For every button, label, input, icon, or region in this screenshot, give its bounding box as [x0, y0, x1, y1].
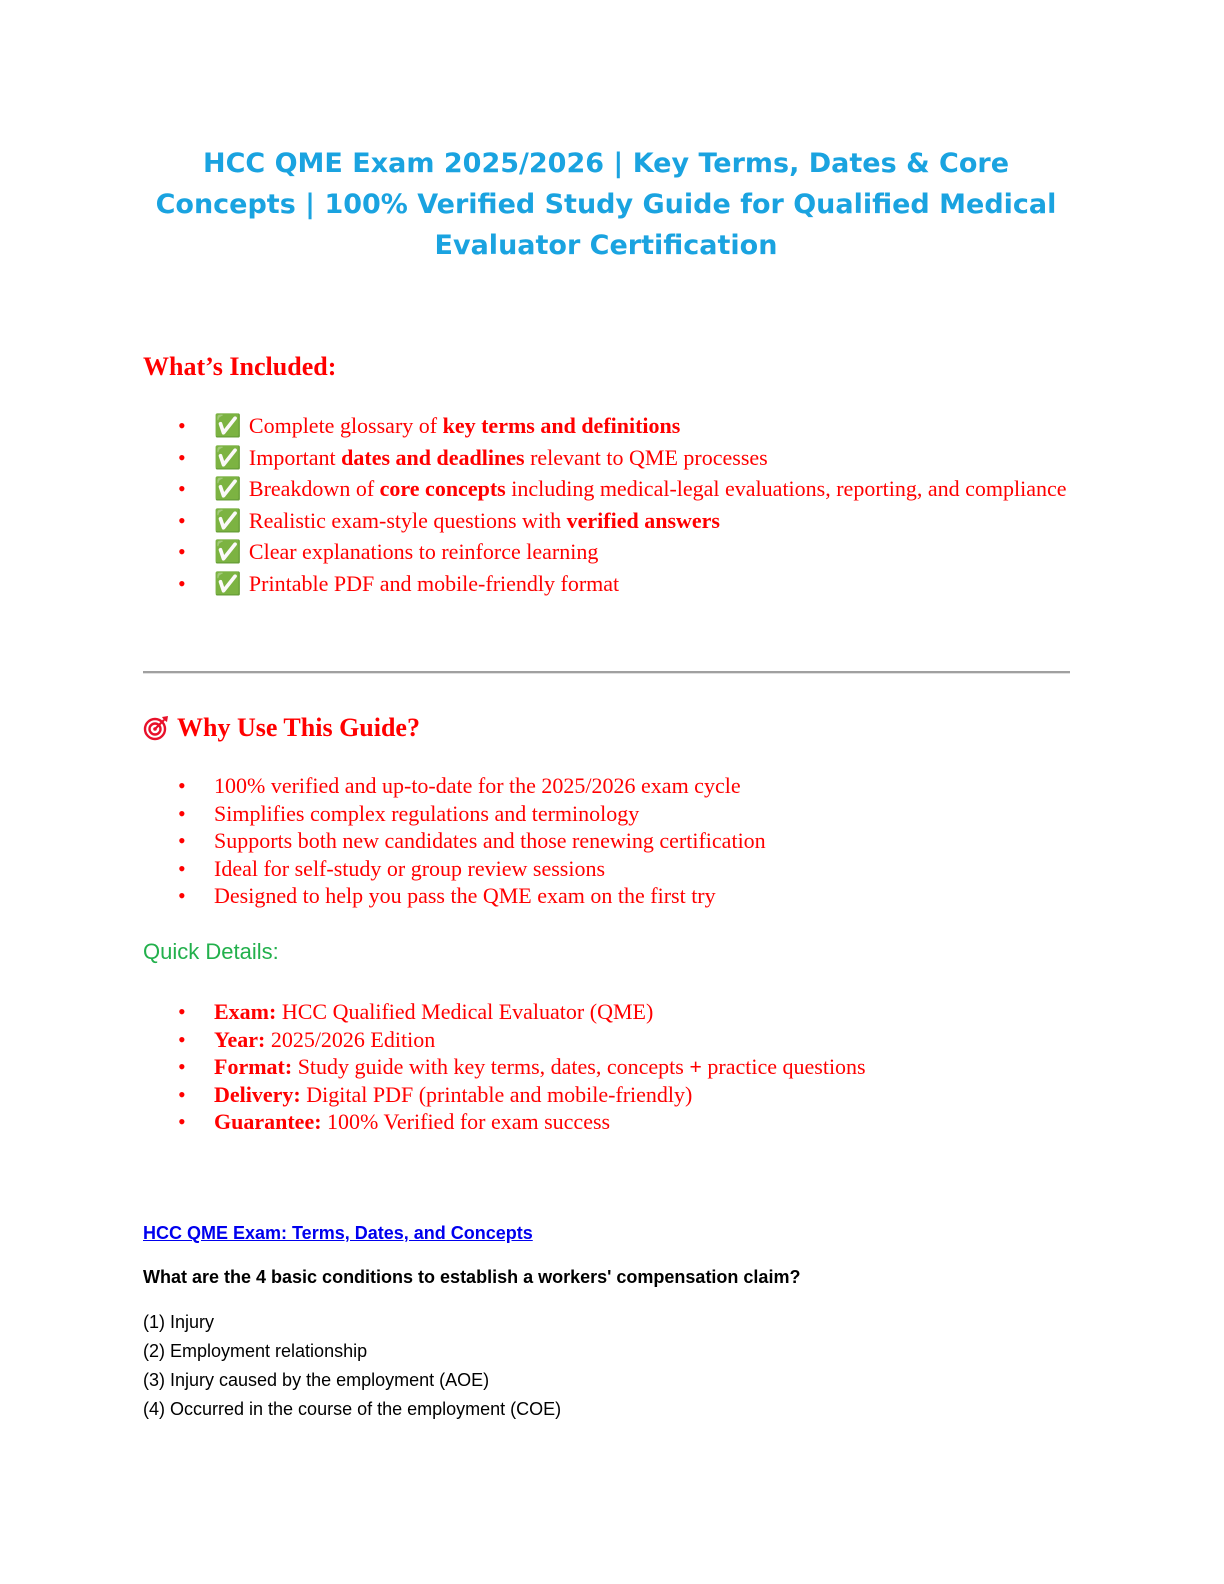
list-item: • ✅ Printable PDF and mobile-friendly format: [143, 569, 1073, 599]
whats-included-heading: What’s Included:: [143, 352, 337, 381]
list-item: • Format: Study guide with key terms, dates, concepts + practice questions: [178, 1054, 866, 1079]
bullet: •: [178, 1109, 186, 1134]
bullet: •: [178, 507, 186, 533]
target-icon: [143, 715, 169, 741]
list-item: • ✅ Clear explanations to reinforce learning: [143, 537, 1073, 567]
list-item: • ✅ Breakdown of core concepts including medical-legal evaluations, reporting, and compliance: [143, 474, 1073, 504]
quick-details-heading: Quick Details:: [143, 939, 279, 964]
check-icon: ✅: [214, 570, 242, 596]
list-item: • Delivery: Digital PDF (printable and mobile-friendly): [178, 1081, 693, 1107]
bullet: •: [178, 855, 186, 881]
bullet: •: [178, 773, 186, 798]
whats-included-list: [143, 411, 1073, 601]
why-use-heading: [143, 710, 420, 746]
list-item: • Exam: HCC Qualified Medical Evaluator (QME): [178, 999, 654, 1024]
answer-item: (1) Injury: [143, 1312, 215, 1332]
list-item: • Designed to help you pass the QME exam on the first try: [178, 883, 716, 908]
list-item: • ✅ Complete glossary of key terms and definitions: [143, 411, 1073, 441]
list-item: • ✅ Realistic exam-style questions with verified answers: [143, 506, 1073, 536]
bullet: •: [178, 444, 186, 470]
quick-details-list: [143, 998, 1073, 1136]
list-item: • Simplifies complex regulations and terminology: [178, 800, 640, 826]
list-item: • Guarantee: 100% Verified for exam success: [178, 1109, 611, 1134]
list-item: • Ideal for self-study or group review sessions: [178, 855, 606, 881]
bullet: •: [178, 800, 186, 826]
bullet: •: [178, 570, 186, 596]
answer-item: (4) Occurred in the course of the employment (COE): [143, 1399, 562, 1419]
answer-list: [143, 1308, 561, 1424]
question-text: What are the 4 basic conditions to establish a workers' compensation claim?: [143, 1267, 801, 1287]
horizontal-divider: [143, 671, 1070, 674]
list-item: • Supports both new candidates and those renewing certification: [178, 828, 766, 853]
check-icon: ✅: [214, 413, 242, 438]
bullet: •: [178, 476, 186, 502]
check-icon: ✅: [214, 539, 242, 565]
page-title: HCC QME Exam 2025/2026 | Key Terms, Dates & Core Concepts | 100% Verified Study Guide for Qualified Medical Evaluator Certification: [155, 148, 1057, 261]
bullet: •: [178, 828, 186, 853]
check-icon: ✅: [214, 476, 242, 502]
answer-item: (3) Injury caused by the employment (AOE): [143, 1370, 490, 1390]
list-item: • Year: 2025/2026 Edition: [178, 1026, 436, 1052]
bullet: •: [178, 1081, 186, 1107]
answer-item: (2) Employment relationship: [143, 1341, 368, 1361]
list-item: • ✅ Important dates and deadlines relevant to QME processes: [143, 443, 1073, 473]
list-item: • 100% verified and up-to-date for the 2025/2026 exam cycle: [178, 773, 741, 798]
terms-dates-concepts-link[interactable]: HCC QME Exam: Terms, Dates, and Concepts: [143, 1223, 533, 1243]
bullet: •: [178, 413, 186, 438]
bullet: •: [178, 1054, 186, 1079]
bullet: •: [178, 999, 186, 1024]
why-use-list: [143, 772, 1073, 910]
bullet: •: [178, 539, 186, 565]
check-icon: ✅: [214, 444, 242, 470]
why-use-heading-text: Why Use This Guide?: [177, 713, 420, 742]
bullet: •: [178, 1026, 186, 1052]
check-icon: ✅: [214, 507, 242, 533]
bullet: •: [178, 883, 186, 908]
